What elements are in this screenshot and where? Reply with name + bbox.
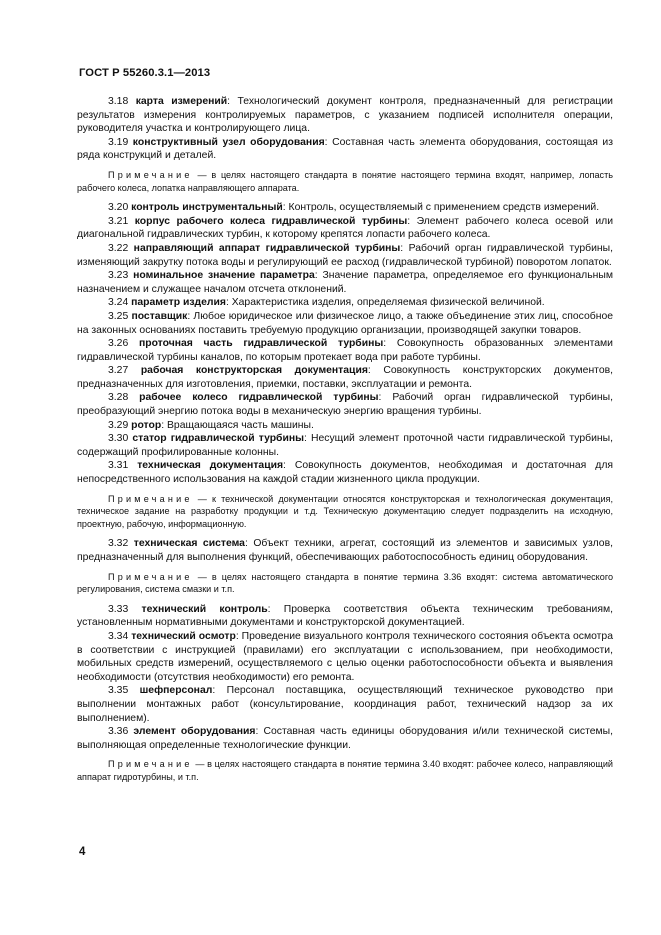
note-label: Примечание (108, 571, 193, 582)
term-name: номинальное значение параметра (133, 270, 315, 282)
term-definition: Проведение визуального контроля технического состояния объекта осмотра в соответствии с инструкцией (правилами) его эксплуатации с использованием, при необходимости, мобильных средств измерений, осуществляемого с целью оценки работоспособности объекта и выявления необходимости (отсутствия необходимости) его ремонта. (77, 630, 613, 683)
term-definition: Персонал поставщика, осуществляющий техническое руководство при выполнении монтажных работ (консультирование, координация работ, технический надзор за их выполнением). (77, 685, 614, 724)
term-entry: 3.18 карта измерений: Технологический документ контроля, предназначенный для регистрации результатов измерения контролируемых параметров, с указанием подписей исполнителя операции, руководителя участка и контролирующего лица. (77, 96, 613, 135)
term-name: поставщик (131, 310, 188, 322)
term-entry: 3.23 номинальное значение параметра: Значение параметра, определяемое его функциональным назначением и служащее началом отсчета отклонений. (77, 270, 614, 295)
note (77, 493, 613, 531)
term-number: 3.26 (108, 338, 129, 350)
term-entry: 3.34 технический осмотр: Проведение визуального контроля технического состояния объекта осмотра в соответствии с инструкцией (правилами) его эксплуатации с использованием, при необходимости, мобильных средств измерений, осуществляемого с целью оценки работоспособности объекта и выявления необходимости (отсутствия необходимости) его ремонта. (77, 630, 613, 683)
term-number: 3.36 (108, 726, 129, 738)
term-name: шефперсонал (139, 685, 213, 697)
document-body (77, 95, 613, 791)
term-entry: 3.21 корпус рабочего колеса гидравлической турбины: Элемент рабочего колеса осевой или диагональной гидравлических турбин, к которому крепятся лопасти рабочего колеса. (77, 215, 613, 241)
term-number: 3.31 (108, 460, 129, 472)
term-entry: 3.24 параметр изделия: Характеристика изделия, определяемая физической величиной. (108, 297, 545, 309)
term-entry: 3.32 техническая система: Объект техники, агрегат, состоящий из элементов и зависимых узлов, предназначенный для выполнения функций, обеспечивающих работоспособность единиц оборудования. (77, 538, 613, 563)
term-entry: 3.36 элемент оборудования: Составная часть единицы оборудования и/или технической системы, выполняющая определенные технологические функции. (77, 726, 614, 751)
page-number: 4 (79, 846, 86, 858)
term-name: статор гидравлической турбины (132, 433, 305, 445)
term-number: 3.29 (108, 419, 129, 431)
term-name: ротор (131, 419, 162, 431)
term-name: проточная часть гидравлической турбины (138, 338, 384, 350)
note-text: — в целях настоящего стандарта в понятие термина 3.36 входят: система автоматического регулирования, система смазки и т.п. (77, 571, 613, 595)
term-entry: 3.35 шефперсонал: Персонал поставщика, осуществляющий техническое руководство при выполнении монтажных работ (консультирование, координация работ, технический надзор за их выполнением). (77, 685, 614, 724)
term-name: корпус рабочего колеса гидравлической турбины (134, 215, 408, 227)
term-number: 3.19 (108, 136, 129, 148)
note (77, 169, 613, 194)
term-definition: Характеристика изделия, определяемая физической величиной. (231, 297, 545, 309)
term-definition: Вращающаяся часть машины. (167, 419, 314, 431)
term-definition: Несущий элемент проточной части гидравлической турбины, содержащий профилированные колонны. (77, 433, 614, 458)
term-entry: 3.25 поставщик: Любое юридическое или физическое лицо, а также объединение этих лиц, способное на законных основаниях поставить требуемую продукцию организации, производящей закупки товаров. (77, 310, 613, 336)
note (77, 571, 613, 596)
term-entry: 3.30 статор гидравлической турбины: Несущий элемент проточной части гидравлической турбины, содержащий профилированные колонны. (77, 433, 614, 458)
term-number: 3.34 (108, 630, 129, 642)
note-label: Примечание (108, 759, 193, 770)
term-name: рабочая конструкторская документация (140, 365, 368, 377)
term-definition: Элемент рабочего колеса осевой или диагональной гидравлических турбин, к которому крепятся лопасти рабочего колеса. (77, 215, 613, 241)
term-number: 3.23 (108, 270, 129, 282)
term-definition: Совокупность конструкторских документов, предназначенных для изготовления, приемки, поставки, эксплуатации и ремонта. (77, 365, 614, 390)
term-name: элемент оборудования (133, 726, 256, 738)
term-entry: 3.29 ротор: Вращающаяся часть машины. (108, 419, 314, 431)
term-definition: Проверка соответствия объекта техническим требованиям, установленным нормативными документами и конструкторской документацией. (77, 603, 614, 629)
term-number: 3.25 (108, 310, 129, 322)
term-name: технический осмотр (131, 630, 236, 642)
term-number: 3.22 (108, 242, 129, 254)
term-number: 3.33 (108, 603, 129, 615)
term-name: технический контроль (141, 603, 268, 615)
note-text: — к технической документации относятся конструкторская и технологическая документация, техническое задание на разработку продукции и т.д. Техническую документацию следует подразделить на исходную, проектную, рабочую, информационную. (77, 493, 613, 529)
term-name: карта измерений (135, 96, 228, 107)
term-name: направляющий аппарат гидравлической турбины (133, 242, 401, 254)
term-entry: 3.26 проточная часть гидравлической турбины: Совокупность образованных элементами гидравлической турбины каналов, по которым протекает вода при работе турбины. (77, 338, 613, 363)
term-number: 3.32 (108, 538, 129, 550)
term-name: конструктивный узел оборудования (132, 136, 325, 148)
note-label: Примечание (108, 169, 193, 180)
term-name: техническая документация (137, 460, 284, 472)
term-number: 3.18 (108, 96, 129, 107)
term-definition: Рабочий орган гидравлической турбины, преобразующий энергию потока воды в механическую энергию вращения турбины. (77, 392, 614, 418)
term-entry: 3.31 техническая документация: Совокупность документов, необходимая и достаточная для непосредственного использования на каждой стадии жизненного цикла продукции. (77, 460, 614, 486)
term-number: 3.28 (108, 392, 129, 404)
term-number: 3.24 (108, 297, 129, 309)
term-name: техническая система (133, 538, 245, 550)
term-entry: 3.28 рабочее колесо гидравлической турбины: Рабочий орган гидравлической турбины, преобразующий энергию потока воды в механическую энергию вращения турбины. (77, 392, 614, 418)
term-number: 3.35 (108, 685, 129, 697)
term-name: параметр изделия (131, 297, 226, 309)
term-number: 3.21 (108, 215, 129, 227)
term-definition: Составная часть единицы оборудования и/или технической системы, выполняющая определенные технологические функции. (77, 726, 614, 751)
term-definition: Составная часть элемента оборудования, состоящая из ряда конструкций и деталей. (77, 136, 613, 162)
term-name: контроль инструментальный (131, 202, 283, 214)
term-entry: 3.22 направляющий аппарат гидравлической турбины: Рабочий орган гидравлической турбины, изменяющий закрутку потока воды и регулирующий ее расход (гидравлической турбиной) поворотом лопаток. (77, 242, 614, 268)
term-definition: Совокупность документов, необходимая и достаточная для непосредственного использования на каждой стадии жизненного цикла продукции. (77, 460, 614, 486)
term-definition: Контроль, осуществляемый с применением средств измерений. (288, 202, 600, 214)
term-number: 3.20 (108, 202, 129, 214)
note-text: — в целях настоящего стандарта в понятие термина 3.40 входят: рабочее колесо, направляющий аппарат гидротурбины, и т.п. (77, 759, 613, 782)
term-number: 3.27 (108, 365, 129, 377)
note (77, 758, 613, 783)
note-text: — в целях настоящего стандарта в понятие настоящего термина входят, например, лопасть рабочего колеса, лопатка направляющего аппарата. (77, 169, 613, 193)
term-entry: 3.19 конструктивный узел оборудования: Составная часть элемента оборудования, состоящая из ряда конструкций и деталей. (77, 136, 613, 162)
term-definition: Совокупность образованных элементами гидравлической турбины каналов, по которым протекает вода при работе турбины. (77, 338, 613, 363)
term-entry: 3.20 контроль инструментальный: Контроль, осуществляемый с применением средств измерений. (108, 202, 600, 214)
term-number: 3.30 (108, 433, 129, 445)
term-name: рабочее колесо гидравлической турбины (139, 392, 379, 404)
term-entry: 3.27 рабочая конструкторская документация: Совокупность конструкторских документов, предназначенных для изготовления, приемки, поставки, эксплуатации и ремонта. (77, 365, 614, 390)
term-entry: 3.33 технический контроль: Проверка соответствия объекта техническим требованиям, установленным нормативными документами и конструкторской документацией. (77, 603, 614, 629)
term-definition: Объект техники, агрегат, состоящий из элементов и зависимых узлов, предназначенный для выполнения функций, обеспечивающих работоспособность единиц оборудования. (77, 538, 613, 563)
term-definition: Технологический документ контроля, предназначенный для регистрации результатов измерения контролируемых параметров, с указанием подписей исполнителя операции, руководителя участка и контролирующего лица. (77, 96, 613, 135)
term-definition: Любое юридическое или физическое лицо, а также объединение этих лиц, способное на законных основаниях поставить требуемую продукцию организации, производящей закупки товаров. (77, 310, 613, 336)
document-header: ГОСТ Р 55260.3.1—2013 (79, 67, 211, 79)
note-label: Примечание (108, 493, 193, 504)
term-definition: Значение параметра, определяемое его функциональным назначением и служащее началом отсчета отклонений. (77, 270, 614, 295)
term-definition: Рабочий орган гидравлической турбины, изменяющий закрутку потока воды и регулирующий ее расход (гидравлической турбиной) поворотом лопаток. (77, 242, 614, 268)
